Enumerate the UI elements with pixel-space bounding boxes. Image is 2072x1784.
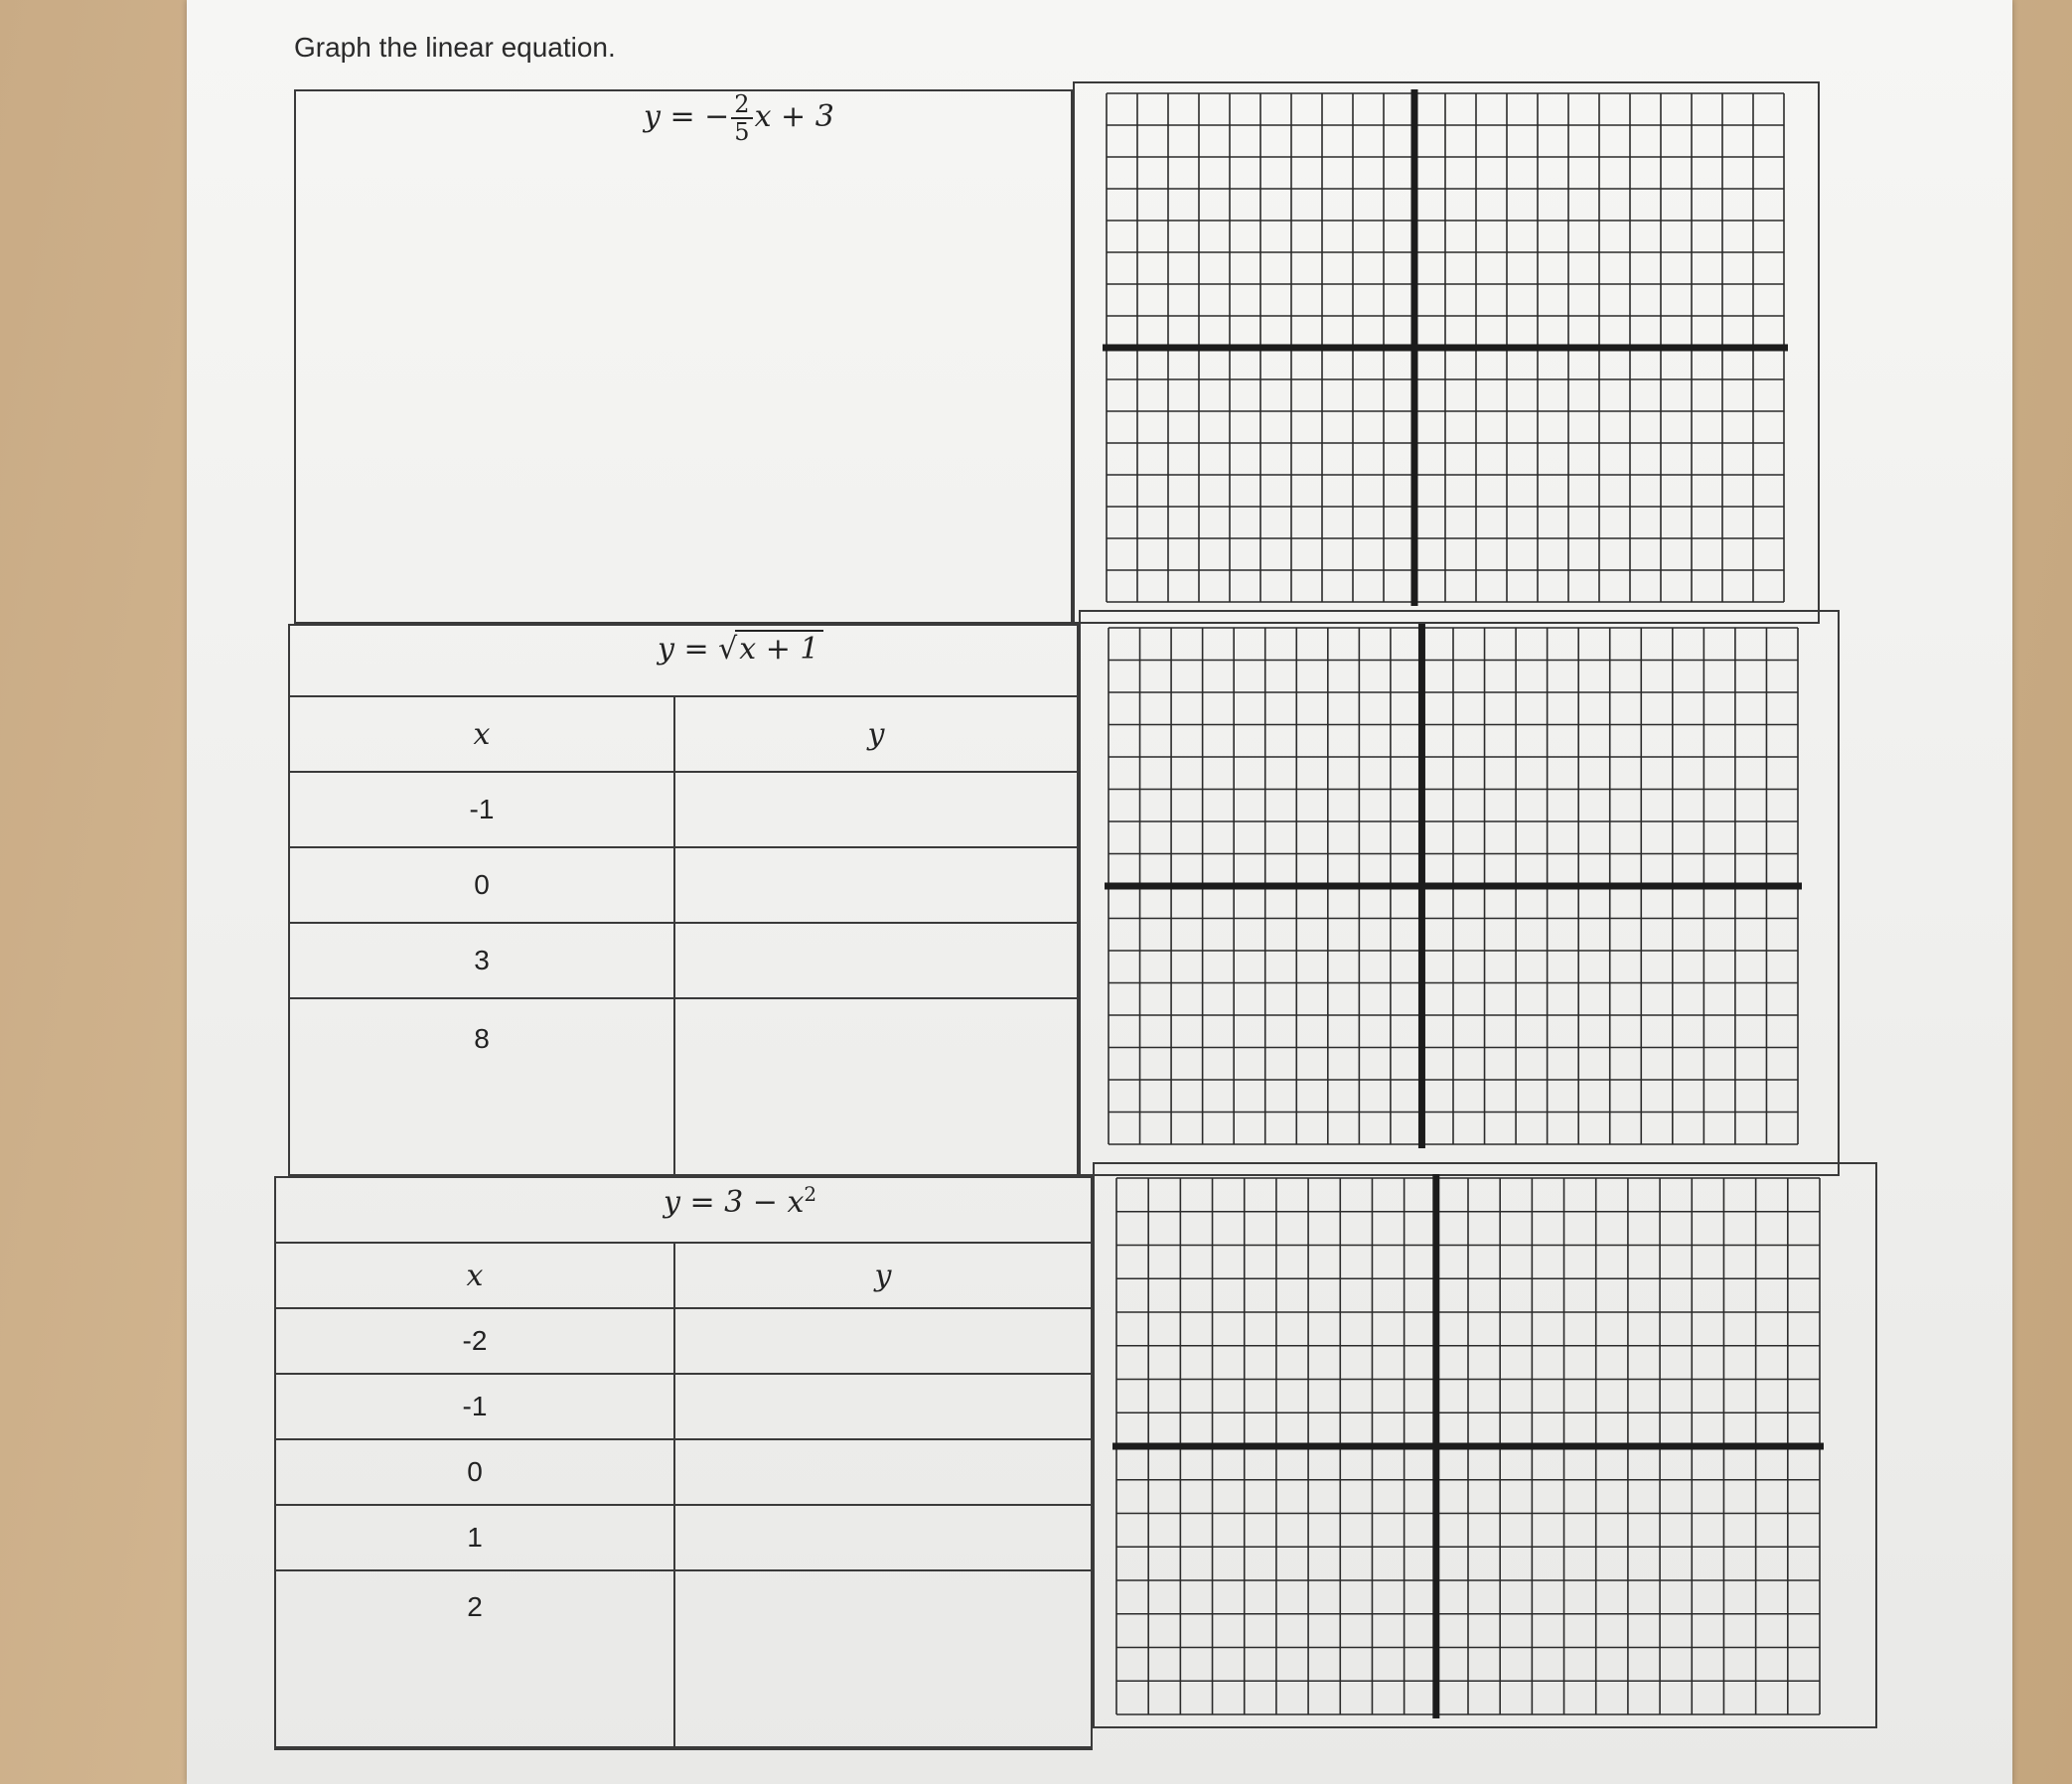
- table-row: [275, 1439, 1092, 1505]
- y-input-cell[interactable]: [674, 923, 1078, 998]
- problem3-equation: [664, 1182, 816, 1220]
- table-row: [289, 847, 1078, 923]
- problem2-equation: [658, 630, 823, 667]
- y-input-cell[interactable]: [674, 1505, 1092, 1570]
- table-header-y: y: [674, 1243, 1092, 1308]
- coordinate-grid[interactable]: [1103, 89, 1788, 606]
- problem1-work-area: [294, 89, 1073, 624]
- coordinate-grid[interactable]: [1112, 1174, 1824, 1718]
- table-header-y: y: [674, 696, 1078, 772]
- problem3-value-table: [274, 1242, 1093, 1750]
- fraction-denominator: 5: [734, 118, 750, 146]
- problem1-equation: [644, 91, 834, 145]
- y-input-cell[interactable]: [674, 1439, 1092, 1505]
- y-input-cell[interactable]: [674, 998, 1078, 1177]
- table-row: [275, 1505, 1092, 1570]
- equation-lhs: y = −: [644, 99, 730, 134]
- x-value: 2: [275, 1570, 674, 1749]
- x-value: 0: [275, 1439, 674, 1505]
- instruction-text: Graph the linear equation.: [294, 32, 616, 63]
- x-value: -1: [289, 772, 674, 847]
- x-value: -2: [275, 1308, 674, 1374]
- x-value: 8: [289, 998, 674, 1177]
- y-input-cell[interactable]: [674, 1308, 1092, 1374]
- equation-text: y = 3 − x: [664, 1185, 805, 1220]
- equation-rhs: x + 3: [754, 99, 834, 134]
- x-value: 0: [289, 847, 674, 923]
- fraction-numerator: 2: [731, 91, 752, 119]
- equation-lhs: y = √: [658, 632, 738, 667]
- fraction: [731, 91, 752, 145]
- exponent: 2: [804, 1182, 817, 1206]
- y-input-cell[interactable]: [674, 1374, 1092, 1439]
- table-header-x: x: [275, 1243, 674, 1308]
- problem2-value-table: [288, 695, 1079, 1178]
- table-row: [289, 923, 1078, 998]
- table-row: [289, 998, 1078, 1177]
- x-value: 3: [289, 923, 674, 998]
- radicand: x + 1: [735, 630, 822, 667]
- y-input-cell[interactable]: [674, 772, 1078, 847]
- table-header-x: x: [289, 696, 674, 772]
- y-input-cell[interactable]: [674, 847, 1078, 923]
- coordinate-grid[interactable]: [1105, 624, 1802, 1148]
- y-input-cell[interactable]: [674, 1570, 1092, 1749]
- table-row: [275, 1570, 1092, 1749]
- table-row: [289, 772, 1078, 847]
- x-value: -1: [275, 1374, 674, 1439]
- table-row: [275, 1374, 1092, 1439]
- table-row: [275, 1308, 1092, 1374]
- x-value: 1: [275, 1505, 674, 1570]
